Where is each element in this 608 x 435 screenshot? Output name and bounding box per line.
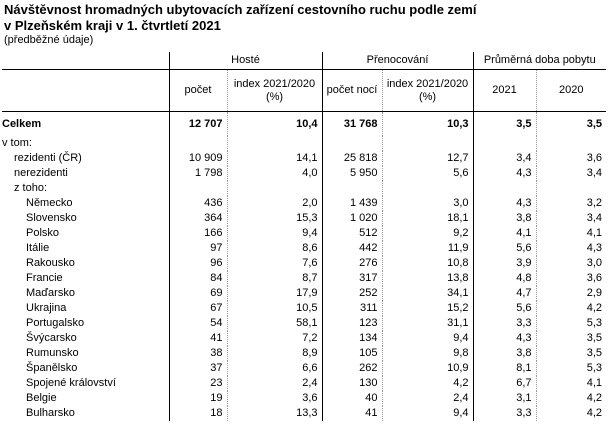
cell-value: 41: [322, 406, 382, 421]
cell-value: 6,6: [227, 361, 322, 376]
table-row: [2, 166, 606, 181]
cell-value: 1 798: [169, 166, 227, 181]
total-row: [2, 112, 606, 137]
table-row: [2, 196, 606, 211]
cell-value: 9,2: [382, 226, 473, 241]
cell-value: 3,8: [473, 346, 536, 361]
cell-value: 9,4: [382, 331, 473, 346]
table-row: [2, 211, 606, 226]
cell-value: 34,1: [382, 286, 473, 301]
cell-value: 11,9: [382, 241, 473, 256]
cell-value: 58,1: [227, 316, 322, 331]
table-row: [2, 391, 606, 406]
title-line-1: Návštěvnost hromadných ubytovacích zařízení cestovního ruchu podle zemí: [4, 2, 477, 17]
cell-value: 10 909: [169, 151, 227, 166]
cell-value: 25 818: [322, 151, 382, 166]
row-label: v tom:: [2, 136, 169, 151]
group-header-prenocovani: Přenocování: [322, 52, 473, 70]
cell-value: 3,5: [536, 346, 606, 361]
table-row: [2, 316, 606, 331]
cell-value: 4,0: [227, 166, 322, 181]
cell-value: 3,1: [473, 391, 536, 406]
cell-value: 4,1: [473, 226, 536, 241]
row-label: Švýcarsko: [2, 331, 169, 346]
cell-value: [322, 136, 382, 151]
col-header-index-prenocovani-label: index 2021/2020: [386, 77, 469, 90]
cell-value: 4,7: [473, 286, 536, 301]
table-row: [2, 181, 606, 196]
cell-value: 4,1: [536, 376, 606, 391]
row-label: Belgie: [2, 391, 169, 406]
table-row: [2, 151, 606, 166]
cell-value: 4,2: [382, 376, 473, 391]
cell-value: 69: [169, 286, 227, 301]
cell-value: 105: [322, 346, 382, 361]
group-header-hoste: Hosté: [169, 52, 322, 70]
cell-value: 14,1: [227, 151, 322, 166]
row-label: nerezidenti: [2, 166, 169, 181]
cell-value: 38: [169, 346, 227, 361]
table-row: [2, 241, 606, 256]
row-label: z toho:: [2, 181, 169, 196]
col-header-index-hoste-unit: (%): [265, 90, 284, 103]
cell-value: 97: [169, 241, 227, 256]
cell-value: 3,6: [536, 271, 606, 286]
table-row: [2, 271, 606, 286]
cell-value: 8,1: [473, 361, 536, 376]
cell-value: [473, 136, 536, 151]
table-subtitle: (předběžné údaje): [4, 34, 94, 46]
header-blank-2: [2, 70, 169, 112]
cell-value: 1 439: [322, 196, 382, 211]
cell-value: 54: [169, 316, 227, 331]
cell-value: 512: [322, 226, 382, 241]
cell-value: 8,6: [227, 241, 322, 256]
cell-value: 3,3: [473, 406, 536, 421]
data-table: [2, 52, 606, 421]
cell-value: 3,9: [473, 256, 536, 271]
cell-value: 5,6: [473, 301, 536, 316]
cell-value: 3,0: [382, 196, 473, 211]
cell-value: 3,6: [227, 391, 322, 406]
cell-value: [536, 181, 606, 196]
row-label: Slovensko: [2, 211, 169, 226]
cell-value: [322, 181, 382, 196]
cell-value: 2,9: [536, 286, 606, 301]
cell-value: 9,4: [227, 226, 322, 241]
cell-value: 4,2: [536, 301, 606, 316]
cell-value: 41: [169, 331, 227, 346]
row-label: Ukrajina: [2, 301, 169, 316]
cell-value: 1 020: [322, 211, 382, 226]
cell-value: 436: [169, 196, 227, 211]
cell-value: 3,5: [473, 112, 536, 137]
cell-value: [536, 136, 606, 151]
cell-value: 84: [169, 271, 227, 286]
cell-value: [169, 136, 227, 151]
cell-value: 317: [322, 271, 382, 286]
cell-value: 311: [322, 301, 382, 316]
cell-value: 5,3: [536, 361, 606, 376]
row-label: Španělsko: [2, 361, 169, 376]
table-row: [2, 256, 606, 271]
col-header-index-prenocovani: [382, 70, 473, 112]
cell-value: 3,4: [536, 166, 606, 181]
row-label: Spojené království: [2, 376, 169, 391]
col-header-2021: 2021: [473, 70, 536, 112]
cell-value: 7,2: [227, 331, 322, 346]
cell-value: 13,8: [382, 271, 473, 286]
cell-value: 40: [322, 391, 382, 406]
cell-value: 3,5: [536, 331, 606, 346]
cell-value: 4,2: [536, 391, 606, 406]
table-row: [2, 286, 606, 301]
cell-value: 5 950: [322, 166, 382, 181]
cell-value: 3,8: [473, 211, 536, 226]
cell-value: 5,6: [382, 166, 473, 181]
cell-value: 23: [169, 376, 227, 391]
col-header-index-hoste-label: index 2021/2020: [233, 77, 316, 90]
row-label: Francie: [2, 271, 169, 286]
cell-value: 442: [322, 241, 382, 256]
table-row: [2, 226, 606, 241]
row-label: Portugalsko: [2, 316, 169, 331]
cell-value: [227, 181, 322, 196]
row-label: Rumunsko: [2, 346, 169, 361]
cell-value: 4,3: [473, 331, 536, 346]
cell-value: 18,1: [382, 211, 473, 226]
row-label: Rakousko: [2, 256, 169, 271]
table-row: [2, 301, 606, 316]
row-label: Maďarsko: [2, 286, 169, 301]
cell-value: 9,4: [382, 406, 473, 421]
cell-value: 8,9: [227, 346, 322, 361]
cell-value: 15,2: [382, 301, 473, 316]
col-header-pocet: počet: [169, 70, 227, 112]
cell-value: 3,0: [536, 256, 606, 271]
cell-value: 37: [169, 361, 227, 376]
cell-value: 7,6: [227, 256, 322, 271]
cell-value: 2,0: [227, 196, 322, 211]
cell-value: 262: [322, 361, 382, 376]
cell-value: 67: [169, 301, 227, 316]
col-header-2020: 2020: [536, 70, 606, 112]
cell-value: 4,3: [473, 196, 536, 211]
cell-value: 31,1: [382, 316, 473, 331]
cell-value: 19: [169, 391, 227, 406]
table-row: [2, 136, 606, 151]
cell-value: 252: [322, 286, 382, 301]
cell-value: 130: [322, 376, 382, 391]
header-blank: [2, 52, 169, 70]
cell-value: 3,6: [536, 151, 606, 166]
cell-value: 4,3: [473, 166, 536, 181]
cell-value: 3,2: [536, 196, 606, 211]
table-header: [2, 52, 606, 112]
table-row: [2, 346, 606, 361]
cell-value: 12,7: [382, 151, 473, 166]
cell-value: 5,3: [536, 316, 606, 331]
col-header-index-hoste: [227, 70, 322, 112]
cell-value: 31 768: [322, 112, 382, 137]
cell-value: 364: [169, 211, 227, 226]
cell-value: 10,8: [382, 256, 473, 271]
row-label: Bulharsko: [2, 406, 169, 421]
cell-value: [169, 181, 227, 196]
cell-value: 8,7: [227, 271, 322, 286]
table-row: [2, 406, 606, 421]
cell-value: 96: [169, 256, 227, 271]
cell-value: 4,8: [473, 271, 536, 286]
row-label: Polsko: [2, 226, 169, 241]
row-label: Německo: [2, 196, 169, 211]
cell-value: 3,5: [536, 112, 606, 137]
cell-value: [382, 181, 473, 196]
cell-value: [382, 136, 473, 151]
table-body: [2, 112, 606, 422]
cell-value: 3,4: [473, 151, 536, 166]
cell-value: 15,3: [227, 211, 322, 226]
cell-value: 9,8: [382, 346, 473, 361]
cell-value: [227, 136, 322, 151]
cell-value: 13,3: [227, 406, 322, 421]
cell-value: 2,4: [227, 376, 322, 391]
cell-value: 123: [322, 316, 382, 331]
cell-value: 18: [169, 406, 227, 421]
cell-value: [473, 181, 536, 196]
cell-value: 134: [322, 331, 382, 346]
cell-value: 2,4: [382, 391, 473, 406]
row-label: rezidenti (ČR): [2, 151, 169, 166]
table-row: [2, 331, 606, 346]
cell-value: 166: [169, 226, 227, 241]
row-label: Celkem: [2, 112, 169, 137]
cell-value: 4,2: [536, 406, 606, 421]
cell-value: 12 707: [169, 112, 227, 137]
row-label: Itálie: [2, 241, 169, 256]
title-line-2: v Plzeňském kraji v 1. čtvrtletí 2021: [4, 18, 221, 33]
cell-value: 276: [322, 256, 382, 271]
cell-value: 10,3: [382, 112, 473, 137]
group-header-doba: Průměrná doba pobytu: [473, 52, 606, 70]
table-row: [2, 376, 606, 391]
cell-value: 17,9: [227, 286, 322, 301]
cell-value: 3,4: [536, 211, 606, 226]
col-header-index-prenocovani-unit: (%): [418, 90, 437, 103]
cell-value: 4,3: [536, 241, 606, 256]
table-row: [2, 361, 606, 376]
table-title: [4, 2, 604, 34]
cell-value: 4,1: [536, 226, 606, 241]
cell-value: 10,4: [227, 112, 322, 137]
cell-value: 6,7: [473, 376, 536, 391]
cell-value: 10,5: [227, 301, 322, 316]
cell-value: 3,3: [473, 316, 536, 331]
cell-value: 5,6: [473, 241, 536, 256]
cell-value: 10,9: [382, 361, 473, 376]
col-header-pocet-noci: počet nocí: [322, 70, 382, 112]
